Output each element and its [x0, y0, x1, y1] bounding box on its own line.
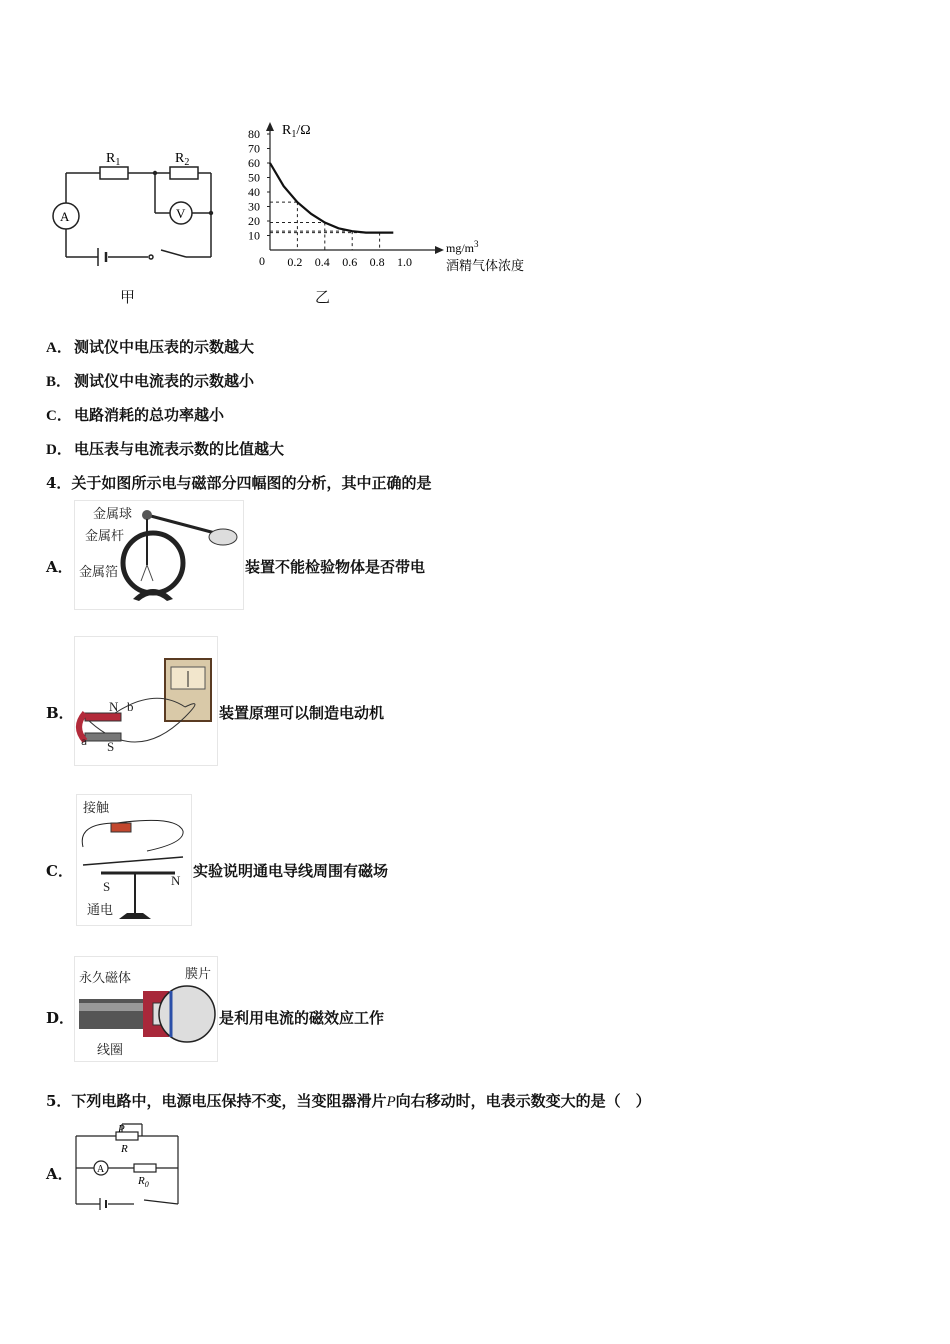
- y-tick-label-10: 10: [248, 228, 260, 243]
- figure-label-jia: 甲: [120, 288, 136, 306]
- microphone-image: [74, 956, 218, 1062]
- q4-option-c-text[interactable]: 实验说明通电导线周围有磁场: [193, 862, 389, 880]
- q4-option-c-letter[interactable]: C．: [46, 862, 73, 880]
- label-metal-foil: 金属箔: [79, 565, 119, 580]
- x-tick-label-0.6: 0.6: [342, 255, 358, 269]
- q5-stem: 5．下列电路中，电源电压保持不变，当变阻器滑片P向右移动时，电表示数变大的是（ ）: [46, 1092, 651, 1110]
- y-tick-label-60: 60: [248, 156, 260, 170]
- y-tick-label-70: 70: [248, 141, 260, 156]
- x-tick-label-0.8: 0.8: [369, 255, 385, 269]
- y-tick-label-50: 50: [248, 170, 260, 185]
- y-tick-label-80: 80: [248, 127, 260, 141]
- label-coil: 线圈: [97, 1043, 124, 1058]
- label-s: S: [107, 739, 115, 754]
- figure-label-yi: 乙: [315, 288, 331, 306]
- oersted-image: [76, 794, 192, 926]
- q5-option-a-letter[interactable]: A．: [46, 1165, 73, 1183]
- graph-x-unit: $mg/m^3$: [446, 239, 479, 255]
- y-tick-label-40: 40: [248, 185, 260, 199]
- q5-r-label: R: [121, 1143, 128, 1155]
- label-s-needle: S: [103, 879, 111, 894]
- q4-option-a-text[interactable]: 装置不能检验物体是否带电: [245, 558, 426, 576]
- galvanometer-image: [74, 636, 218, 766]
- q4-option-d-text[interactable]: 是利用电流的磁效应工作: [219, 1009, 385, 1027]
- q4-option-b-letter[interactable]: B．: [46, 704, 74, 722]
- q4-option-d-letter[interactable]: D．: [46, 1009, 75, 1027]
- q4-stem: 4．关于如图所示电与磁部分四幅图的分析，其中正确的是: [46, 474, 432, 492]
- q4-option-a-letter[interactable]: A．: [46, 558, 73, 576]
- electroscope-image: [74, 500, 244, 610]
- q4-option-b-text[interactable]: 装置原理可以制造电动机: [219, 704, 385, 722]
- q3-option-b[interactable]: B． 测试仪中电流表的示数越小: [46, 372, 255, 390]
- label-diaphragm: 膜片: [185, 967, 212, 982]
- circuit-diagram-jia: [48, 140, 223, 270]
- q3-option-a[interactable]: A． 测试仪中电压表的示数越大: [46, 338, 255, 356]
- x-tick-label-1.0: 1.0: [397, 255, 412, 269]
- graph-x-axis-label: 酒精气体浓度: [446, 259, 525, 274]
- label-n: N: [109, 699, 119, 714]
- label-energized: 通电: [87, 903, 114, 918]
- label-a: a: [81, 737, 88, 748]
- q3-option-c[interactable]: C． 电路消耗的总功率越小: [46, 406, 225, 424]
- graph-y-axis-label: $R_1/\Omega$: [282, 123, 311, 140]
- x-tick-label-0.4: 0.4: [314, 255, 330, 269]
- label-b: b: [127, 699, 134, 714]
- label-contact: 接触: [83, 801, 110, 816]
- ammeter-label: A: [60, 209, 70, 224]
- r2-label: $R_2$: [175, 151, 190, 168]
- graph-origin-label: 0: [259, 254, 265, 268]
- label-metal-ball: 金属球: [93, 507, 133, 522]
- q5-slider-label: P: [118, 1123, 125, 1135]
- label-n-needle: N: [171, 873, 181, 888]
- y-tick-label-30: 30: [248, 199, 260, 214]
- alcohol-resistance-graph: [244, 118, 544, 283]
- q5-r0-label: $R_0$: [138, 1175, 149, 1189]
- label-permanent-magnet: 永久磁体: [79, 971, 132, 986]
- galvanometer-drawing: [75, 637, 217, 765]
- label-metal-rod: 金属杆: [85, 529, 125, 544]
- r1-label: $R_1$: [106, 151, 121, 168]
- x-tick-label-0.2: 0.2: [287, 255, 303, 269]
- q5-ammeter-label: A: [97, 1164, 105, 1175]
- q5-option-a-circuit[interactable]: [72, 1118, 182, 1212]
- y-tick-label-20: 20: [248, 214, 260, 228]
- q3-option-d[interactable]: D． 电压表与电流表示数的比值越大: [46, 440, 285, 458]
- voltmeter-label: V: [176, 206, 186, 221]
